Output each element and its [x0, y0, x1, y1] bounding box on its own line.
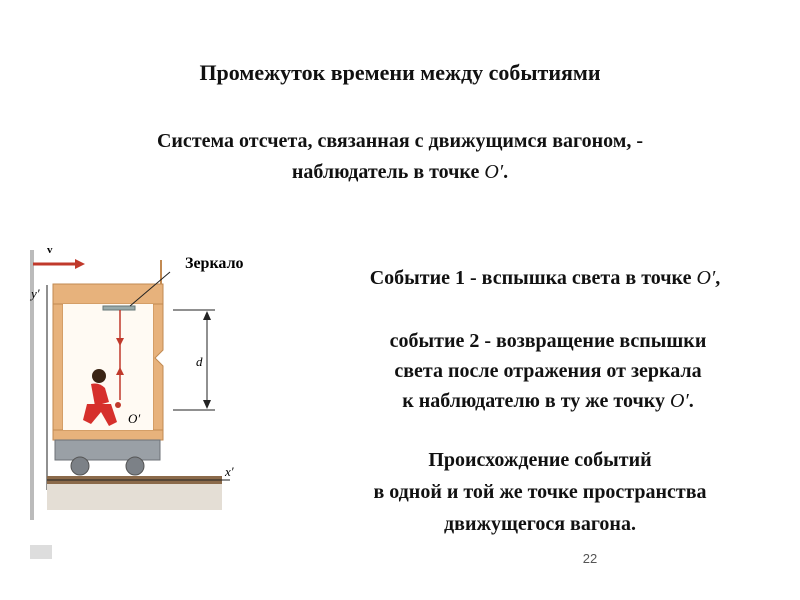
- wagon-left-wall: [53, 304, 63, 439]
- distance-label: d: [196, 354, 203, 369]
- wheel-right: [126, 457, 144, 475]
- subtitle-line-1: Система отсчета, связанная с движущимся вагоном, -: [156, 130, 644, 152]
- subtitle-point: O′: [484, 161, 504, 183]
- mirror: [103, 306, 135, 310]
- d-arrow-bottom: [203, 400, 211, 409]
- velocity-arrowhead: [75, 259, 85, 269]
- x-axis-label: x′: [225, 464, 234, 479]
- event-1-point: O′: [696, 267, 716, 289]
- event-2: [308, 326, 788, 416]
- wagon-right-wall: [153, 304, 163, 439]
- slide-title: Промежуток времени между событиями: [199, 60, 601, 85]
- event-2-line-3: [308, 386, 788, 416]
- subtitle-text: наблюдатель в точке: [291, 161, 480, 183]
- conclusion: [300, 444, 780, 540]
- wagon-roof: [53, 284, 163, 304]
- subtitle-end: .: [503, 161, 509, 183]
- conclusion-line-2: в одной и той же точке пространства: [373, 481, 707, 503]
- subtitle-line-2: [40, 157, 760, 188]
- subtitle: [40, 126, 760, 188]
- event-2-point: O′: [669, 390, 689, 412]
- page-number: 22: [582, 551, 598, 566]
- event-2-end: .: [688, 390, 694, 412]
- conclusion-line-1: Происхождение событий: [428, 449, 652, 471]
- event-1-text: Событие 1 - вспышка света в точке: [369, 267, 692, 289]
- mirror-label: Зеркало: [185, 255, 244, 272]
- velocity-label: v: [47, 244, 53, 256]
- observer-label: O′: [128, 411, 141, 426]
- event-2-line-1: событие 2 - возвращение вспышки: [389, 330, 707, 352]
- y-axis-label: y′: [31, 286, 40, 301]
- event-1-end: ,: [715, 267, 721, 289]
- wheel-left: [71, 457, 89, 475]
- event-2-text: к наблюдателю в ту же точку: [402, 390, 665, 412]
- conclusion-line-3: движущегося вагона.: [444, 513, 636, 535]
- event-2-line-2: света после отражения от зеркала: [394, 360, 702, 382]
- wagon-illustration: [25, 240, 285, 560]
- d-arrow-top: [203, 311, 211, 320]
- wagon-floor: [53, 430, 163, 440]
- ground: [47, 484, 222, 510]
- event-1: [300, 267, 790, 290]
- flash-point: [115, 402, 121, 408]
- observer-head: [92, 369, 106, 383]
- undercarriage: [55, 440, 160, 460]
- bottom-shadow: [30, 545, 52, 559]
